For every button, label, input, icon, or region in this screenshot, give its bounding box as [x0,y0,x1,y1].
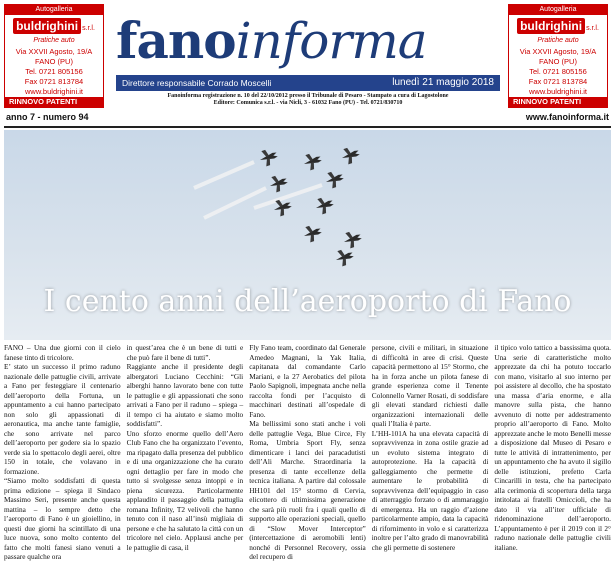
plane-icon [302,223,324,244]
issue-number: anno 7 - numero 94 [6,112,89,122]
registration-info [116,93,500,107]
article-column-4: persone, civili e militari, in situazione di difficoltà in aree di crisi. Queste capacità permettono al 15° Stormo, che ha in forza anche un pilota fanese di grande esperienza come il Tenente Colonnello Varner Rosati, di soddisfare gli elevati standard richiesti dalle organizzazioni internazionali delle quali l’Italia è parte. L’HH-101A ha una elevata capacità di sopravvivenza in zona ostile grazie ad un evoluto sistema integrato di autoprotezione. Ha la capacità di galleggiamento che permette di aumentare le probabilità di sopravvivenza dell’equipaggio in caso di atterraggio forzato o di ammaraggio di emergenza. Ha un raggio d’azione particolarmente ampio, data la capacità di rifornimento in volo e si caratterizza inoltre per l’alto grado di manovrabilità che gli permette di sostenere [371,343,489,552]
plane-icon [340,145,362,166]
ad-left-fax: Fax 0721 813784 [24,77,84,86]
title-part-fano: fano [116,11,236,70]
ad-left-slogan: Pratiche auto [33,37,75,44]
plane-icon [268,173,290,194]
issue-date: lunedì 21 maggio 2018 [392,77,494,88]
ad-right-city: FANO (PU) [539,57,577,66]
ad-left-bottom: RINNOVO PATENTI [5,97,103,107]
ad-right-slogan: Pratiche auto [537,37,579,44]
ad-left-address: Via XXVII Agosto, 19/A [15,47,93,56]
article-column-2: in quest’area che è un bene di tutti e che può fare il bene di tutti”. Raggiante anche il presidente degli albergatori Luciano Cecchini: “Gli alberghi hanno lavorato bene con tutte le pattuglie e gli appassionati che sono arrivati a Fano per il raduno – spiega – il tempo ci ha aiutato e siamo molto soddisfatti”. Uno sforzo enorme quello dell’Aero Club Fano che ha organizzato l’evento, ma ripagato dalla presenza del pubblico e di una organizzazione che ha curato ogni dettaglio per fare in modo che tutto si svolgesse senza intoppi e in piena sicurezza. Particolarmente applaudito il passaggio della pattuglia romana Infinity, T2 velivoli che hanno tenuto con il naso all’insù migliaia di persone e che ha salutato la città con un tricolore nel cielo. Applausi anche per le pattuglie di casa, il [126,343,244,552]
ad-right-brand [509,17,607,35]
ad-left-city: FANO (PU) [35,57,73,66]
ad-right-brand-name: buldrighini [517,18,585,34]
title-part-informa: informa [235,12,427,70]
registration-line-1: Fanoinforma registrazione n. 10 del 22/10/2012 presso il Tribunale di Pesaro - Stampato a cura di Lagostolone [167,93,449,99]
masthead [116,6,500,76]
ad-left-website[interactable]: www.buldrighini.it [25,87,83,96]
ad-right-address: Via XXVII Agosto, 19/A [519,47,597,56]
masthead-bar [116,75,500,91]
ad-left-tel: Tel. 0721 805156 [25,67,83,76]
ad-right-website[interactable]: www.buldrighini.it [529,87,587,96]
ad-left-brand-suffix: s.r.l. [82,25,95,32]
registration-line-2: Editore: Comunica s.r.l. - via Nicli, 3 - 61032 Fano (PU) - Tel. 0721/830710 [213,100,403,106]
headline[interactable]: I cento anni dell’aeroporto di Fano [43,284,572,319]
ad-left-lines [5,47,103,97]
ad-right-bottom: RINNOVO PATENTI [509,97,607,107]
plane-icon [302,151,324,172]
divider [4,126,611,128]
article-column-5: il tipico volo tattico a bassissima quota. Una serie di caratteristiche molto apprezzate da chi ha potuto toccarlo con mano, visitarlo al suo interno per poi assistere al decollo, che ha spostato una massa d’aria enorme, e alla manovre sulla pista, che hanno avvenuto di notte per addestramento proprio all’aeroporto di Fano. Molto apprezzate anche le moto Benelli messe a disposizione dal Museo di Pesaro e tutte le attività di intrattenimento, per un appuntamento che ha avuto il sigillo delle istituzioni, prefetto Carla Cincarilli in testa, che ha partecipato alla cerimonia di scopertura della targa intitolata ai fratelli Omiccioli, che ha dato il via all’iter ufficiale di ridenominazione dell’aeroporto. L’appuntamento è per il 2019 con il 2° raduno nazionale delle pattuglie civili italiane. [494,343,611,552]
plane-icon [324,169,346,190]
website-link[interactable]: www.fanoinforma.it [525,112,609,122]
article-body [4,343,611,561]
ad-left-brand [5,17,103,35]
ad-right-tel: Tel. 0721 805156 [529,67,587,76]
plane-icon [334,247,356,268]
newspaper-title[interactable] [116,6,500,76]
ad-right-top-label: Autogalleria [509,5,607,15]
plane-icon [342,229,364,250]
issue-row [6,112,609,125]
ad-left[interactable] [4,4,104,108]
director-line: Direttore responsabile Corrado Moscelli [122,78,272,88]
ad-right[interactable] [508,4,608,108]
plane-icon [258,147,280,168]
ad-right-brand-suffix: s.r.l. [586,25,599,32]
ad-right-lines [509,47,607,97]
ad-right-fax: Fax 0721 813784 [528,77,588,86]
article-column-3: Fly Fano team, coordinato dal Generale Amedeo Magnani, la Yak Italia, capitanata dal comandante Carlo Mariani, e la 27 Aerobatics del pilota Paolo Sapignoli, impegnata anche nella raccolta fondi per l’acquisto di macchinari destinati all’ospedale di Fano. Ma bellissimi sono stati anche i voli delle pattuglie Vega, Blue Circe, Fly Roma, Umbria Sport Fly, senza dimenticare i lanci dei paracadutisti dell’Ali Marche. Straordinaria la presenza di tante eccellenze della tecnica italiana. A partire dal colossale HH101 del 15° stormo di Cervia, elicottero di ultimissima generazione che sarà più ruoli fra i quali quello di supporto alle operazioni speciali, quello di “Slow Mover Interceptor” (intercettazione di aeromobili lenti) nonché di Personnel Recovery, ossia del recupero di [249,343,366,561]
plane-icon [314,195,336,216]
ad-left-top-label: Autogalleria [5,5,103,15]
article-column-1: FANO – Una due giorni con il cielo fanese tinto di tricolore. E’ stato un successo il primo raduno nazionale delle pattuglie civili, arrivate a Fano per festeggiare il centenario dell’aeroporto della Fortuna, un appuntamento a cui hanno partecipato non solo gli appassionati di aeronautica, ma anche tante famiglie, che sono arrivate nel parco dell’aeroporto per godere sia lo spazio verde sia lo spettacolo degli aerei, oltre 150 in totale, che volavano in formazione. “Siamo molto soddisfatti di questa prima edizione – spiega il Sindaco Massimo Seri, presente anche questa mattina – lo sempre detto che l’aeroporto di Fano è un gioiellino, in questi due giorni ha scintillato di una luce nuova, sono molto contento del fatto che molti fanesi siano venuti a passare qualche ora [4,343,121,561]
ad-left-brand-name: buldrighini [13,18,81,34]
